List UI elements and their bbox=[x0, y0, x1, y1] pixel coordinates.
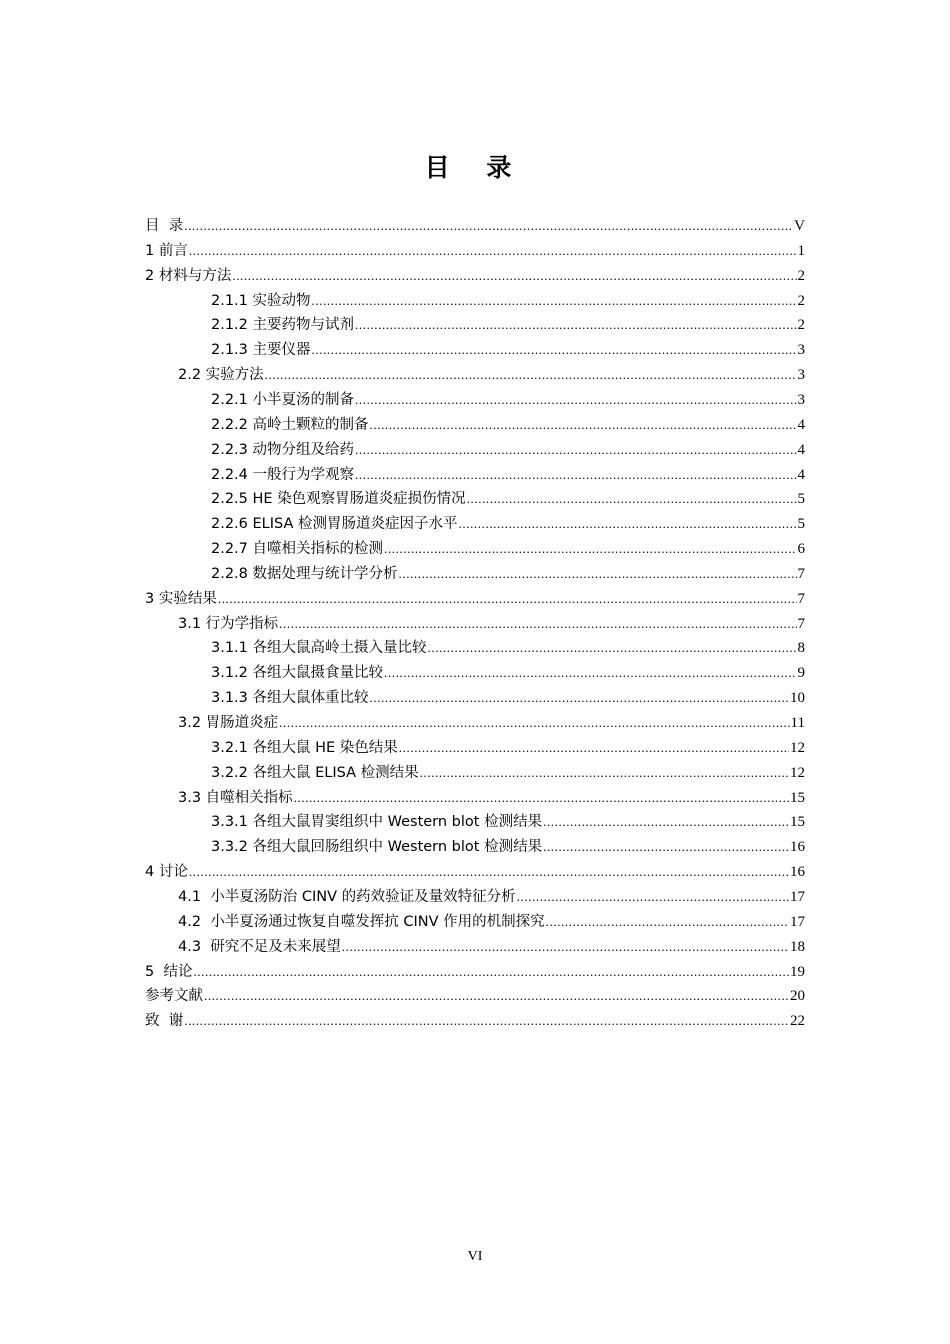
dot-leader bbox=[265, 364, 797, 386]
toc-entry-label: 3.1.1 各组大鼠高岭土摄入量比较 bbox=[211, 640, 427, 657]
dot-leader bbox=[232, 265, 796, 287]
dot-leader bbox=[428, 637, 797, 659]
toc-entry[interactable] bbox=[178, 364, 805, 386]
dot-leader bbox=[184, 1010, 789, 1032]
toc-entry-label: 2.1.1 实验动物 bbox=[211, 292, 311, 309]
dot-leader bbox=[204, 985, 789, 1007]
toc-entry-label: 2 材料与方法 bbox=[145, 267, 232, 284]
toc-entry[interactable] bbox=[145, 215, 805, 237]
dot-leader bbox=[279, 613, 796, 635]
toc-entry[interactable] bbox=[178, 886, 805, 908]
page-number: VI bbox=[467, 1249, 483, 1264]
toc-entry[interactable] bbox=[178, 613, 805, 635]
dot-leader bbox=[355, 314, 796, 336]
toc-entry-page: 2 bbox=[797, 267, 805, 284]
toc-entry-label: 3.3 自噬相关指标 bbox=[178, 789, 293, 806]
toc-entry-label: 致 谢 bbox=[145, 1013, 184, 1030]
toc-entry-label: 参考文献 bbox=[145, 988, 203, 1005]
toc-entry-page: 3 bbox=[797, 391, 805, 408]
toc-entry-label: 2.1.2 主要药物与试剂 bbox=[211, 317, 355, 334]
toc-entry[interactable] bbox=[145, 1010, 805, 1032]
dot-leader bbox=[184, 215, 793, 237]
toc-entry-label: 4.3 研究不足及未来展望 bbox=[178, 938, 341, 955]
toc-entry[interactable] bbox=[145, 265, 805, 287]
dot-leader bbox=[546, 911, 789, 933]
dot-leader bbox=[543, 836, 789, 858]
toc-entry[interactable] bbox=[178, 787, 805, 809]
toc-entry-label: 3.2.2 各组大鼠 ELISA 检测结果 bbox=[211, 764, 419, 781]
toc-entry-page: 15 bbox=[790, 814, 805, 831]
toc-entry-label: 1 前言 bbox=[145, 242, 188, 259]
toc-entry-page: 16 bbox=[790, 839, 805, 856]
toc-entry-page: 4 bbox=[797, 441, 805, 458]
dot-leader bbox=[312, 290, 797, 312]
toc-entry-page: 4 bbox=[797, 416, 805, 433]
toc-entry-label: 2.2.5 HE 染色观察胃肠道炎症损伤情况 bbox=[211, 491, 466, 508]
toc-entry-page: 7 bbox=[797, 615, 805, 632]
toc-entry-page: 17 bbox=[790, 913, 805, 930]
dot-leader bbox=[420, 762, 789, 784]
toc-entry[interactable] bbox=[211, 662, 805, 684]
dot-leader bbox=[467, 488, 797, 510]
toc-entry[interactable] bbox=[211, 290, 805, 312]
dot-leader bbox=[342, 936, 789, 958]
toc-entry-page: 10 bbox=[790, 690, 805, 707]
toc-entry[interactable] bbox=[145, 240, 805, 262]
toc-entry-label: 4.2 小半夏汤通过恢复自噬发挥抗 CINV 作用的机制探究 bbox=[178, 913, 545, 930]
toc-entry-label: 3.3.1 各组大鼠胃窦组织中 Western blot 检测结果 bbox=[211, 814, 543, 831]
toc-entry-label: 5 结论 bbox=[145, 963, 193, 980]
toc-entry-page: 5 bbox=[797, 516, 805, 533]
toc-entry-page: 11 bbox=[790, 715, 805, 731]
dot-leader bbox=[370, 414, 797, 436]
toc-entry-page: 7 bbox=[797, 565, 805, 582]
toc-entry-page: 3 bbox=[797, 367, 805, 384]
toc-entry-page: V bbox=[794, 218, 805, 234]
toc-entry-label: 3.1 行为学指标 bbox=[178, 615, 279, 632]
toc-entry-page: 18 bbox=[790, 938, 805, 955]
dot-leader bbox=[543, 811, 789, 833]
toc-entry[interactable] bbox=[211, 488, 805, 510]
dot-leader bbox=[355, 439, 796, 461]
toc-entry-label: 2.2.7 自噬相关指标的检测 bbox=[211, 541, 384, 558]
toc-entry[interactable] bbox=[211, 737, 805, 759]
dot-leader bbox=[384, 538, 796, 560]
dot-leader bbox=[279, 712, 789, 734]
dot-leader bbox=[384, 662, 796, 684]
toc-entry-label: 3.1.2 各组大鼠摄食量比较 bbox=[211, 665, 384, 682]
toc-entry-label: 2.2.4 一般行为学观察 bbox=[211, 466, 355, 483]
toc-entry-page: 15 bbox=[790, 789, 805, 806]
toc-entry-page: 12 bbox=[790, 764, 805, 781]
toc-entry-page: 4 bbox=[797, 466, 805, 483]
toc-entry[interactable] bbox=[178, 936, 805, 958]
toc-entry-page: 5 bbox=[797, 491, 805, 508]
toc-entry[interactable] bbox=[211, 464, 805, 486]
toc-entry-page: 20 bbox=[790, 988, 805, 1005]
toc-entry[interactable] bbox=[211, 439, 805, 461]
toc-entry-label: 2.2.2 高岭土颗粒的制备 bbox=[211, 416, 369, 433]
toc-entry[interactable] bbox=[178, 712, 805, 734]
dot-leader bbox=[312, 339, 797, 361]
toc-entry-page: 1 bbox=[797, 242, 805, 259]
toc-entry-label: 2.2 实验方法 bbox=[178, 367, 264, 384]
toc-entry-page: 7 bbox=[797, 590, 805, 607]
toc-entry[interactable] bbox=[145, 588, 805, 610]
toc-entry-label: 目 录 bbox=[145, 218, 184, 234]
toc-entry-page: 17 bbox=[790, 888, 805, 905]
toc-entry-label: 3.2.1 各组大鼠 HE 染色结果 bbox=[211, 739, 398, 756]
dot-leader bbox=[218, 588, 797, 610]
toc-entry-page: 22 bbox=[790, 1013, 805, 1030]
toc-entry-page: 9 bbox=[797, 665, 805, 682]
dot-leader bbox=[193, 961, 789, 983]
toc-entry-label: 3.2 胃肠道炎症 bbox=[178, 715, 279, 731]
toc-entry[interactable] bbox=[211, 389, 805, 411]
toc-entry-page: 6 bbox=[797, 541, 805, 558]
dot-leader bbox=[355, 389, 796, 411]
toc-entry[interactable] bbox=[211, 339, 805, 361]
toc-entry[interactable] bbox=[211, 811, 805, 833]
toc-entry[interactable] bbox=[211, 637, 805, 659]
toc-entry[interactable] bbox=[211, 538, 805, 560]
toc-entry-page: 8 bbox=[797, 640, 805, 657]
toc-entry[interactable] bbox=[211, 687, 805, 709]
toc-entry-label: 3.3.2 各组大鼠回肠组织中 Western blot 检测结果 bbox=[211, 839, 543, 856]
toc-entry-label: 2.2.6 ELISA 检测胃肠道炎症因子水平 bbox=[211, 516, 458, 533]
toc-entry-label: 2.2.1 小半夏汤的制备 bbox=[211, 391, 355, 408]
dot-leader bbox=[189, 861, 789, 883]
toc-entry-page: 2 bbox=[797, 292, 805, 309]
toc-entry[interactable] bbox=[145, 861, 805, 883]
dot-leader bbox=[399, 737, 789, 759]
dot-leader bbox=[355, 464, 796, 486]
toc-entry-page: 19 bbox=[790, 963, 805, 980]
dot-leader bbox=[459, 513, 797, 535]
toc-entry[interactable] bbox=[211, 563, 805, 585]
toc-entry-label: 2.1.3 主要仪器 bbox=[211, 342, 311, 359]
toc-entry[interactable] bbox=[211, 762, 805, 784]
toc-entry[interactable] bbox=[211, 414, 805, 436]
toc-entry-label: 4 讨论 bbox=[145, 864, 188, 881]
toc-entry-label: 3 实验结果 bbox=[145, 590, 217, 607]
toc-entry[interactable] bbox=[178, 911, 805, 933]
toc-entry-page: 2 bbox=[797, 317, 805, 334]
toc-entry-page: 3 bbox=[797, 342, 805, 359]
toc-entry-label: 3.1.3 各组大鼠体重比较 bbox=[211, 690, 369, 707]
toc-entry[interactable] bbox=[211, 513, 805, 535]
toc-entry[interactable] bbox=[145, 985, 805, 1007]
toc-entry[interactable] bbox=[211, 314, 805, 336]
dot-leader bbox=[517, 886, 789, 908]
dot-leader bbox=[189, 240, 797, 262]
toc-entry[interactable] bbox=[145, 961, 805, 983]
toc-entry[interactable] bbox=[211, 836, 805, 858]
page-title: 目 录 bbox=[424, 153, 526, 182]
dot-leader bbox=[294, 787, 789, 809]
dot-leader bbox=[370, 687, 789, 709]
dot-leader bbox=[399, 563, 797, 585]
toc-entry-page: 16 bbox=[790, 864, 805, 881]
toc-entry-label: 2.2.3 动物分组及给药 bbox=[211, 441, 355, 458]
toc-entry-page: 12 bbox=[790, 739, 805, 756]
toc-entry-label: 4.1 小半夏汤防治 CINV 的药效验证及量效特征分析 bbox=[178, 888, 516, 905]
toc-entry-label: 2.2.8 数据处理与统计学分析 bbox=[211, 565, 398, 582]
